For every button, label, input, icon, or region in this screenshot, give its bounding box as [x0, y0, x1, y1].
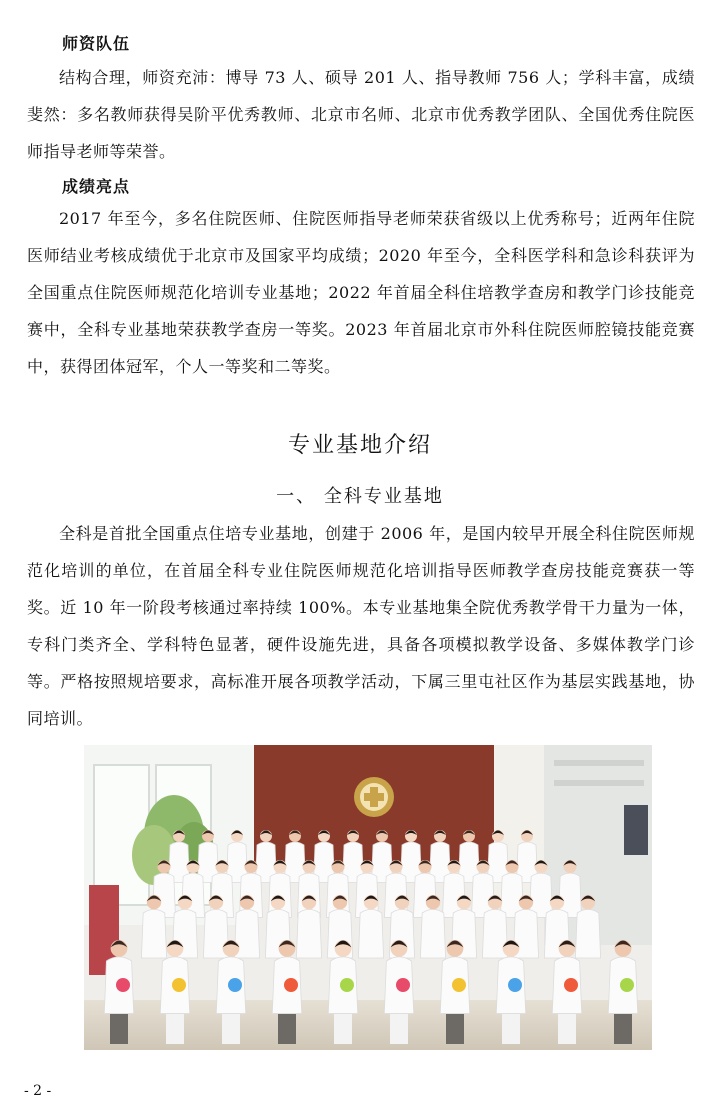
faculty-heading: 师资队伍: [62, 34, 131, 53]
highlights-paragraph: 2017 年至今，多名住院医师、住院医师指导老师荣获省级以上优秀称号；近两年住院医师结业考核成绩优于北京市及国家平均成绩；2020 年至今，全科医学科和急诊科获评为全国重点住院医师规范化培训专业基地；2022 年首届全科住培教学查房和教学门诊技能竞赛中，全科专业基地荣获教学查房一等奖。2023 年首届北京市外科住院医师腔镜技能竞赛中，获得团体冠军，个人一等奖和二等奖。: [27, 209, 695, 376]
balloon-decoration: [620, 978, 634, 992]
balloon-decoration: [396, 978, 410, 992]
section-paragraph: 全科是首批全国重点住培专业基地，创建于 2006 年，是国内较早开展全科住院医师规范化培训的单位，在首届全科专业住院医师规范化培训指导医师教学查房技能竞赛获一等奖。近 10 年一阶段考核通过率持续 100%。本专业基地集全院优秀教学骨干力量为一体，专科门类齐全、学科特色显著，硬件设施先进，具备各项模拟教学设备、多媒体教学门诊等。严格按照规培要求，高标准开展各项教学活动，下属三里屯社区作为基层实践基地，协同培训。: [27, 524, 695, 728]
section-title: 专业基地介绍: [287, 433, 432, 458]
hospital-emblem: [354, 777, 394, 817]
balloon-decoration: [284, 978, 298, 992]
page-number: - 2 -: [24, 1083, 52, 1099]
balloon-decoration: [452, 978, 466, 992]
highlights-heading: 成绩亮点: [62, 177, 131, 196]
section-subtitle: 一、 全科专业基地: [276, 486, 444, 507]
group-photo: [84, 745, 652, 1050]
balloon-decoration: [508, 978, 522, 992]
faculty-paragraph: 结构合理，师资充沛：博导 73 人、硕导 201 人、指导教师 756 人；学科丰富，成绩斐然：多名教师获得吴阶平优秀教师、北京市名师、北京市优秀教学团队、全国优秀住院医师指导老师等荣誉。: [27, 68, 695, 161]
balloon-decoration: [116, 978, 130, 992]
balloon-decoration: [228, 978, 242, 992]
balloon-decoration: [172, 978, 186, 992]
balloon-decoration: [564, 978, 578, 992]
balloon-decoration: [340, 978, 354, 992]
